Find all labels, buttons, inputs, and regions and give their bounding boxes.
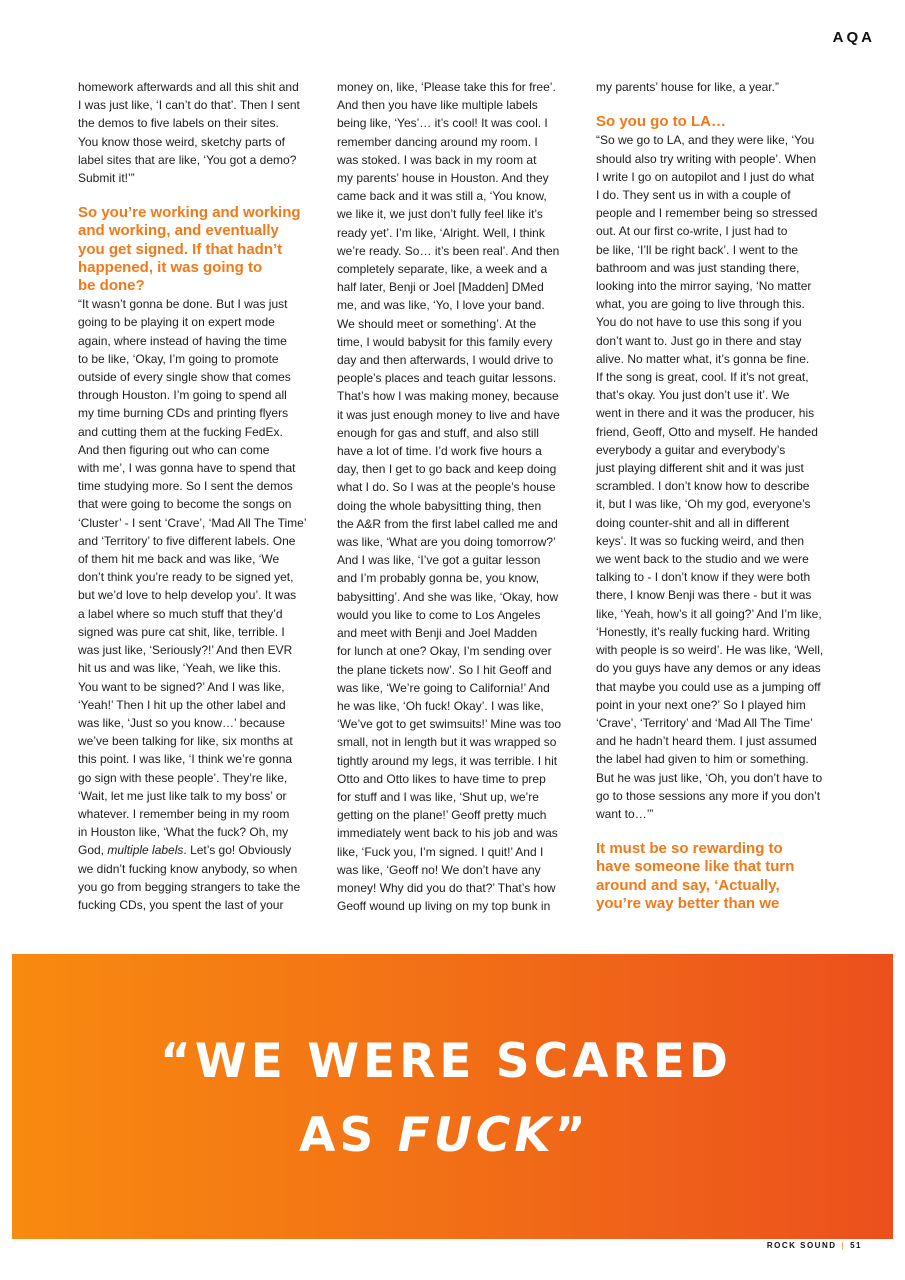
section-tag: AQA (832, 29, 875, 46)
pull-quote-closing-mark: ” (554, 1108, 590, 1163)
body-paragraph: my parents’ house for like, a year.” (596, 80, 779, 94)
page-number: 51 (850, 1241, 862, 1250)
folio (767, 1241, 862, 1250)
pull-quote-banner (12, 954, 893, 1239)
interview-question: So you go to LA… (596, 113, 726, 131)
pull-quote-text: AS (299, 1108, 398, 1163)
magazine-name: ROCK SOUND (766, 1241, 837, 1250)
column-3 (596, 78, 834, 913)
body-paragraph (78, 295, 316, 914)
body-paragraph: homework afterwards and all this shit and I was just like, ‘I can’t do that’. Then I sent the demos to five labels on their sites. You know those weird, sketchy parts of label sites that are like, ‘You got a demo? Submit it!’” (78, 80, 300, 186)
column-2 (337, 78, 575, 915)
italic-emphasis: multiple labels (107, 843, 184, 858)
interview-question: So you’re working and working and working, and eventually you get signed. If that hadn’t happened, it was going to be done? (78, 204, 301, 295)
body-text: . Let’s go! Obviously we didn’t fucking know anybody, so when you go from begging strangers to take the fucking CDs, you spent the last of your (78, 843, 301, 912)
pull-quote-line-1: “WE WERE SCARED (160, 1034, 732, 1089)
body-text: “It wasn’t gonna be done. But I was just going to be playing it on expert mode again, where instead of having the time to be like, ‘Okay, I’m going to promote outside of every single show that comes through Houston. I’m going to spend all my time burning CDs and printing flyers and cutting them at the fucking FedEx. And then figuring out who can come with me’, I was gonna have to spend that time studying more. So I sent the demos that were going to become the songs on ‘Cluster’ - I sent ‘Crave’, ‘Mad All The Time’ and ‘Territory’ to five different labels. One of them hit me back and was like, ‘We don’t think you’re ready to be signed yet, but we’d love to help develop you’. It was a label where so much stuff that they’d signed was pure cat shit, like, terrible. I was just like, ‘Seriously?!’ And then EVR hit us and was like, ‘Yeah, we like this. You want to be signed?’ And I was like, ‘Yeah!’ Then I hit up the other label and was like, ‘Just so you know…’ because we’ve been talking for like, six months at this point. I was like, ‘I think we’re gonna go sign with these people’. They’re like, ‘Wait, let me just like talk to my boss’ or whatever. I remember being in my room in Houston like, ‘What the fuck? Oh, my God, (78, 297, 307, 858)
body-paragraph: “So we go to LA, and they were like, ‘You should also try writing with people’. When I write I go on autopilot and I just do what I do. They sent us in with a couple of people and I remember being so stressed out. At our first co-write, I just had to be like, ‘I’ll be right back’. I went to the bathroom and was just standing there, looking into the mirror saying, ‘No matter what, you are going to live through this. You do not have to use this song if you don’t want to. Just go in there and stay alive. No matter what, it’s gonna be fine. If the song is great, cool. If it’s not great, that’s okay. You just don’t use it’. We went in there and it was the producer, his friend, Geoff, Otto and myself. He handed everybody a guitar and everybody’s just playing different shit and it was just scrambled. I don’t know how to describe it, but I was like, ‘Oh my god, everyone’s doing counter-shit and all in different keys’. It was so fucking weird, and then we went back to the studio and we were talking to - I don’t know if they were both there, I know Benji was there - but it was like, ‘Yeah, how’s it all going?’ And I’m like, ‘Honestly, it’s really fucking hard. Writing with people is so weird’. He was like, ‘Well, do you guys have any demos or any ideas that maybe you could use as a jumping off point in your next one?’ So I played him ‘Crave’, ‘Territory’ and ‘Mad All The Time’ and he hadn’t heard them. I just assumed the label had given to him or something. But he was just like, ‘Oh, you don’t have to go to those sessions any more if you don’t want to…’” (596, 133, 824, 821)
pull-quote-emphasis: FUCK (397, 1108, 555, 1163)
folio-separator: | (841, 1241, 846, 1250)
pull-quote-line-2 (299, 1108, 590, 1163)
body-paragraph: money on, like, ‘Please take this for free’. And then you have like multiple labels being like, ‘Yes’… it’s cool! It was cool. I remember dancing around my room. I was stoked. I was back in my room at my parents’ house in Houston. And they came back and it was still a, ‘You know, we like it, we just don’t fully feel like it’s ready yet’. I’m like, ‘Alright. Well, I think we’re ready. So… it’s been real’. And then completely separate, like, a week and a half later, Benji or Joel [Madden] DMed me, and was like, ‘Yo, I love your band. We should meet or something’. At the time, I would babysit for this family every day and then afterwards, I would drive to people’s places and teach guitar lessons. That’s how I was making money, because it was just enough money to live and have enough for gas and stuff, and also still have a lot of time. I’d work five hours a day, then I get to go back and keep doing what I do. So I was at the people’s house doing the whole babysitting thing, then the A&R from the first label called me and was like, ‘What are you doing tomorrow?’ And I was like, ‘I’ve got a guitar lesson and I’m probably gonna be, you know, babysitting’. And she was like, ‘Okay, how would you like to come to Los Angeles and meet with Benji and Joel Madden for lunch at one? Okay, I’m sending over the plane tickets now’. So I hit Geoff and was like, ‘We’re going to California!’ And he was like, ‘Oh fuck! Okay’. I was like, ‘We’ve got to get swimsuits!’ Mine was too small, not in length but it was wrapped so tightly around my legs, it was terrible. I hit Otto and Otto likes to have time to prep for stuff and I was like, ‘Shut up, we’re getting on the plane!’ Geoff pretty much immediately went back to his job and was like, ‘Fuck you, I’m signed. I quit!’ And I was like, ‘Geoff no! We don’t have any money! Why did you do that?’ That’s how Geoff wound up living on my top bunk in (337, 80, 562, 914)
interview-question: It must be so rewarding to have someone like that turn around and say, ‘Actually, you’re way better than we (596, 840, 795, 912)
column-1 (78, 78, 316, 914)
